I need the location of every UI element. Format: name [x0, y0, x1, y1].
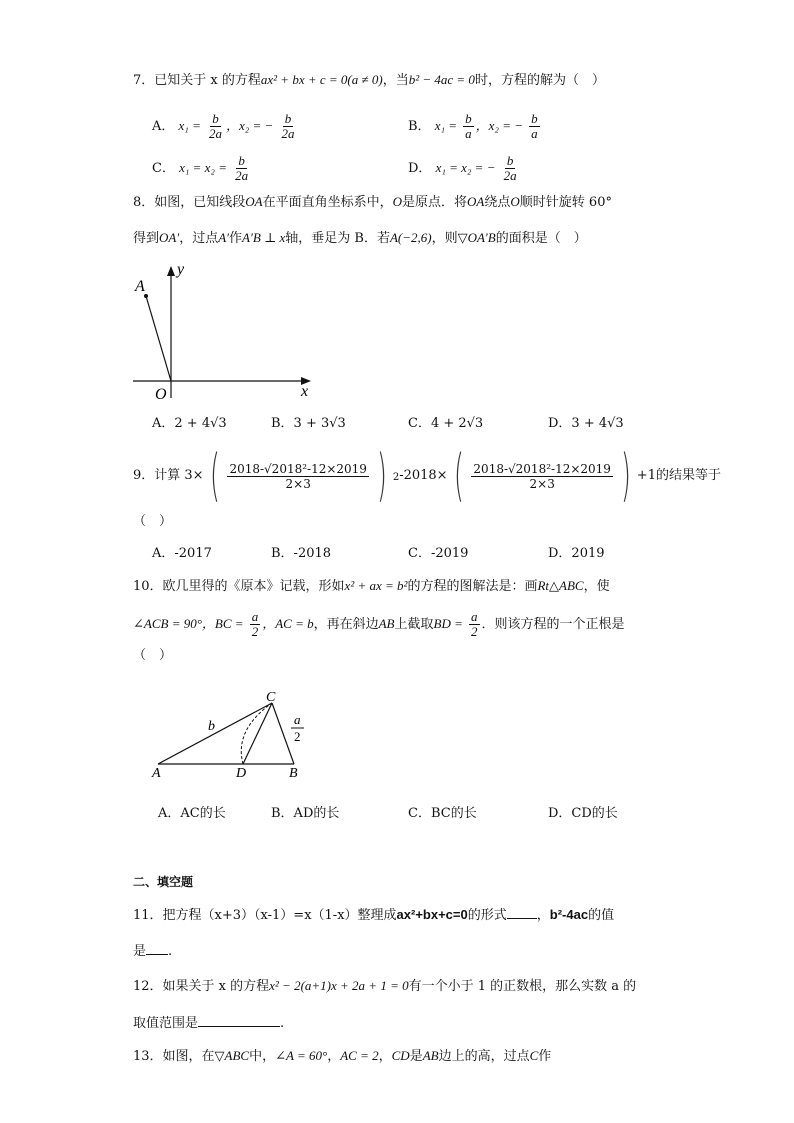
- q7-option-a: [152, 112, 298, 141]
- frac-numerator: 2018-√2018²-12×2019: [473, 461, 611, 476]
- q7-option-d: [408, 154, 521, 183]
- q9-mid: -2018×: [399, 468, 448, 483]
- q10-text: 的方程的图解法是：画: [407, 579, 538, 594]
- frac-denominator: 2: [251, 624, 259, 639]
- q9-prefix: 9．计算 3×: [133, 468, 204, 483]
- segment-bc: [272, 703, 294, 764]
- q13-math: AC = 2: [340, 1048, 379, 1063]
- q8-text: 作: [229, 231, 243, 246]
- frac-denominator: 2a: [503, 168, 517, 183]
- frac-numerator: 2018-√2018²-12×2019: [229, 461, 367, 476]
- frac-numerator: a: [251, 609, 259, 624]
- q13-text: 作: [538, 1049, 552, 1064]
- q7-option-c-frac: [233, 154, 250, 183]
- q10-figure: [148, 690, 318, 782]
- q12-text: 有一个小于 1 的正数根，那么实数 a 的: [408, 979, 637, 994]
- q13-math: C: [529, 1048, 539, 1063]
- label-d: D: [236, 766, 247, 781]
- frac-numerator: b: [212, 111, 219, 126]
- q10-option-c: C．BC的长: [408, 806, 477, 821]
- q13-text: ，: [327, 1049, 341, 1064]
- q9-square-exponent: 2: [392, 472, 400, 483]
- q8-math: O: [510, 194, 520, 209]
- left-paren: (: [453, 443, 464, 508]
- q10-text: ．则该方程的一个正根是: [481, 617, 625, 632]
- q13-text: 边上的高，过点: [438, 1049, 530, 1064]
- q8-math: A′B ⊥ x: [242, 230, 286, 245]
- q7-option-a-frac2: [279, 112, 296, 141]
- q11-form: ax²+bx+c=0: [396, 907, 468, 922]
- frac-numerator: b: [284, 111, 292, 126]
- q7-option-a-part2: ，x₂ = −: [225, 118, 274, 133]
- q7-stem-text-a: 7．已知关于 x 的方程: [133, 73, 261, 88]
- segment-ac: [158, 703, 272, 764]
- q11-text: .: [168, 944, 173, 959]
- q8-text: 8．如图，已知线段: [133, 195, 246, 210]
- frac-numerator: b: [465, 111, 472, 126]
- q13-text: ，: [378, 1049, 392, 1064]
- frac-numerator: b: [531, 111, 538, 126]
- q11-blank-1[interactable]: [507, 904, 537, 919]
- q7-option-c-part1: x₁ = x₂ =: [179, 160, 227, 175]
- q11-blank-2[interactable]: [146, 940, 168, 955]
- q9-option-b: B．-2018: [271, 546, 332, 561]
- q11-text: 11．把方程（x+3）（x-1）=x（1-x）整理成: [133, 908, 397, 923]
- section-heading-fill-in: 二、填空题: [133, 875, 194, 889]
- q7-option-b-frac1: [463, 112, 474, 141]
- y-axis-arrow-icon: [167, 266, 175, 276]
- q8-math: A′: [218, 230, 230, 245]
- right-paren: ): [376, 443, 387, 508]
- q7-stem: [133, 70, 605, 91]
- label-x: x: [301, 383, 309, 400]
- q7-option-b-label: B．: [408, 119, 431, 134]
- q10-text: ，再在斜边: [313, 617, 379, 632]
- q11-line1: [133, 904, 614, 926]
- q12-equation: x² − 2(a+1)x + 2a + 1 = 0: [269, 978, 409, 993]
- q8-option-c: C．4 + 2√3: [408, 416, 484, 431]
- q7-option-b: [408, 112, 542, 141]
- q10-math: x² + ax = b²: [344, 578, 408, 593]
- q10-answer-paren: （ ）: [133, 648, 173, 663]
- frac-denominator: 2×3: [285, 476, 311, 491]
- q11-text: 的形式: [467, 908, 507, 923]
- q10-math: Rt△ABC: [537, 578, 584, 593]
- q10-option-a: A．AC的长: [158, 806, 226, 821]
- q7-option-a-label: A．: [152, 119, 175, 134]
- q8-stem-line2: [133, 228, 587, 249]
- q10-stem-line2: [133, 610, 625, 639]
- q9-option-c: C．-2019: [408, 546, 469, 561]
- q8-text: 得到: [133, 231, 160, 246]
- q10-text: ，使: [583, 579, 610, 594]
- q13-line1: [133, 1046, 551, 1067]
- q7-option-c-label: C．: [152, 161, 175, 176]
- q12-line2: [133, 1012, 284, 1034]
- q8-option-a: A．2 + 4√3: [152, 416, 227, 431]
- q12-text: 取值范围是: [133, 1016, 199, 1031]
- q13-math: ∠A = 60°: [275, 1048, 328, 1063]
- q8-math: OA: [245, 194, 263, 209]
- q8-text: 绕点: [484, 195, 511, 210]
- q13-text: 中，: [249, 1049, 276, 1064]
- frac-denominator: a: [465, 126, 472, 141]
- frac-denominator: 2a: [208, 126, 222, 141]
- q12-text: 12．如果关于 x 的方程: [133, 979, 270, 994]
- q8-option-d: D．3 + 4√3: [548, 416, 624, 431]
- q9-frac2: [471, 462, 613, 491]
- q8-math: OA′: [159, 230, 180, 245]
- frac-numerator: a: [471, 609, 478, 624]
- q7-option-b-part2: ，x₂ = −: [475, 118, 523, 133]
- q7-equation: ax² + bx + c = 0(a ≠ 0): [260, 72, 383, 87]
- q10-text: 10．欧几里得的《原本》记载，形如: [133, 579, 345, 594]
- q11-text: ，: [536, 908, 550, 923]
- q9-expression: [133, 443, 721, 508]
- q9-option-a: A．-2017: [152, 546, 212, 561]
- q7-stem-text-c: 时，方程的解为（ ）: [474, 73, 605, 88]
- q10-stem-line1: [133, 576, 610, 597]
- frac-numerator: b: [506, 153, 514, 168]
- q8-text: 是原点．将: [402, 195, 468, 210]
- q10-math: ∠ACB = 90°: [133, 616, 202, 631]
- q7-option-a-frac1: [207, 112, 224, 141]
- q9-frac1: [227, 462, 369, 491]
- q9-option-d: D．2019: [548, 546, 605, 561]
- label-c: C: [266, 690, 276, 705]
- q12-text: .: [280, 1016, 285, 1031]
- label-a-half-den: 2: [294, 729, 301, 744]
- q9-answer-paren: （ ）: [133, 514, 173, 529]
- q8-text: 的面积是（ ）: [495, 231, 587, 246]
- label-b-side: b: [208, 719, 215, 734]
- q9-suffix: +1的结果等于: [636, 468, 721, 483]
- q10-math: ，AC = b: [262, 616, 314, 631]
- q8-math: OA: [467, 194, 485, 209]
- q10-frac-bd: [469, 610, 480, 639]
- q7-option-b-part1: x₁ =: [434, 118, 458, 133]
- q10-math: BD =: [433, 616, 463, 631]
- frac-denominator: 2a: [281, 126, 295, 141]
- q8-figure: [125, 258, 325, 408]
- right-paren: ): [620, 443, 631, 508]
- q8-text: ，则: [431, 231, 458, 246]
- q7-option-b-frac2: [529, 112, 540, 141]
- q13-text: 13．如图，在: [133, 1049, 215, 1064]
- frac-numerator: b: [238, 153, 245, 168]
- frac-denominator: a: [531, 126, 538, 141]
- q13-text: 是: [409, 1049, 423, 1064]
- q7-option-d-part1: x₁ = x₂ = −: [435, 160, 496, 175]
- q7-stem-text-b: ，当: [382, 73, 409, 88]
- label-y: y: [177, 261, 185, 278]
- q11-line2: [133, 940, 172, 962]
- frac-denominator: 2a: [235, 168, 249, 183]
- q7-condition: b² − 4ac = 0: [408, 72, 475, 87]
- q12-blank[interactable]: [198, 1012, 280, 1027]
- segment-cd: [243, 703, 272, 764]
- q10-option-d: D．CD的长: [548, 806, 618, 821]
- frac-denominator: 2×3: [529, 476, 555, 491]
- label-o: O: [155, 386, 167, 403]
- q7-option-d-label: D．: [408, 161, 432, 176]
- q7-option-a-part1: x₁ =: [178, 118, 201, 133]
- q7-option-c: [152, 154, 252, 183]
- q7-option-d-frac: [502, 154, 519, 183]
- q8-math: O: [392, 194, 403, 209]
- q10-math: ，BC =: [201, 616, 244, 631]
- frac-denominator: 2: [471, 624, 478, 639]
- q10-math: AB: [378, 616, 395, 631]
- q13-math: AB: [422, 1048, 439, 1063]
- q11-discriminant: b²-4ac: [549, 907, 589, 922]
- segment-oa: [146, 296, 171, 381]
- q10-option-b: B．AD的长: [271, 806, 340, 821]
- q13-math: CD: [391, 1048, 410, 1063]
- q11-text: 的值: [588, 908, 615, 923]
- q8-text: 顺时针旋转 60°: [519, 195, 612, 210]
- q13-math: ▽ABC: [214, 1048, 250, 1063]
- label-a: A: [135, 278, 145, 295]
- q8-option-b: B．3 + 3√3: [271, 416, 346, 431]
- q12-line1: [133, 976, 636, 997]
- q8-math: ▽OA′B: [457, 230, 496, 245]
- label-b: B: [289, 766, 298, 781]
- label-a: A: [152, 766, 161, 781]
- q11-text: 是: [133, 944, 147, 959]
- q8-text: 在平面直角坐标系中，: [262, 195, 393, 210]
- label-a-half-num: a: [294, 712, 301, 727]
- q10-frac-bc: [250, 610, 261, 639]
- q8-text: ，过点: [179, 231, 219, 246]
- q8-stem-line1: [133, 192, 612, 213]
- q8-text: 轴，垂足为 B．若: [285, 231, 390, 246]
- q8-math: A(−2,6): [389, 230, 432, 245]
- left-paren: (: [209, 443, 220, 508]
- q10-text: 上截取: [394, 617, 434, 632]
